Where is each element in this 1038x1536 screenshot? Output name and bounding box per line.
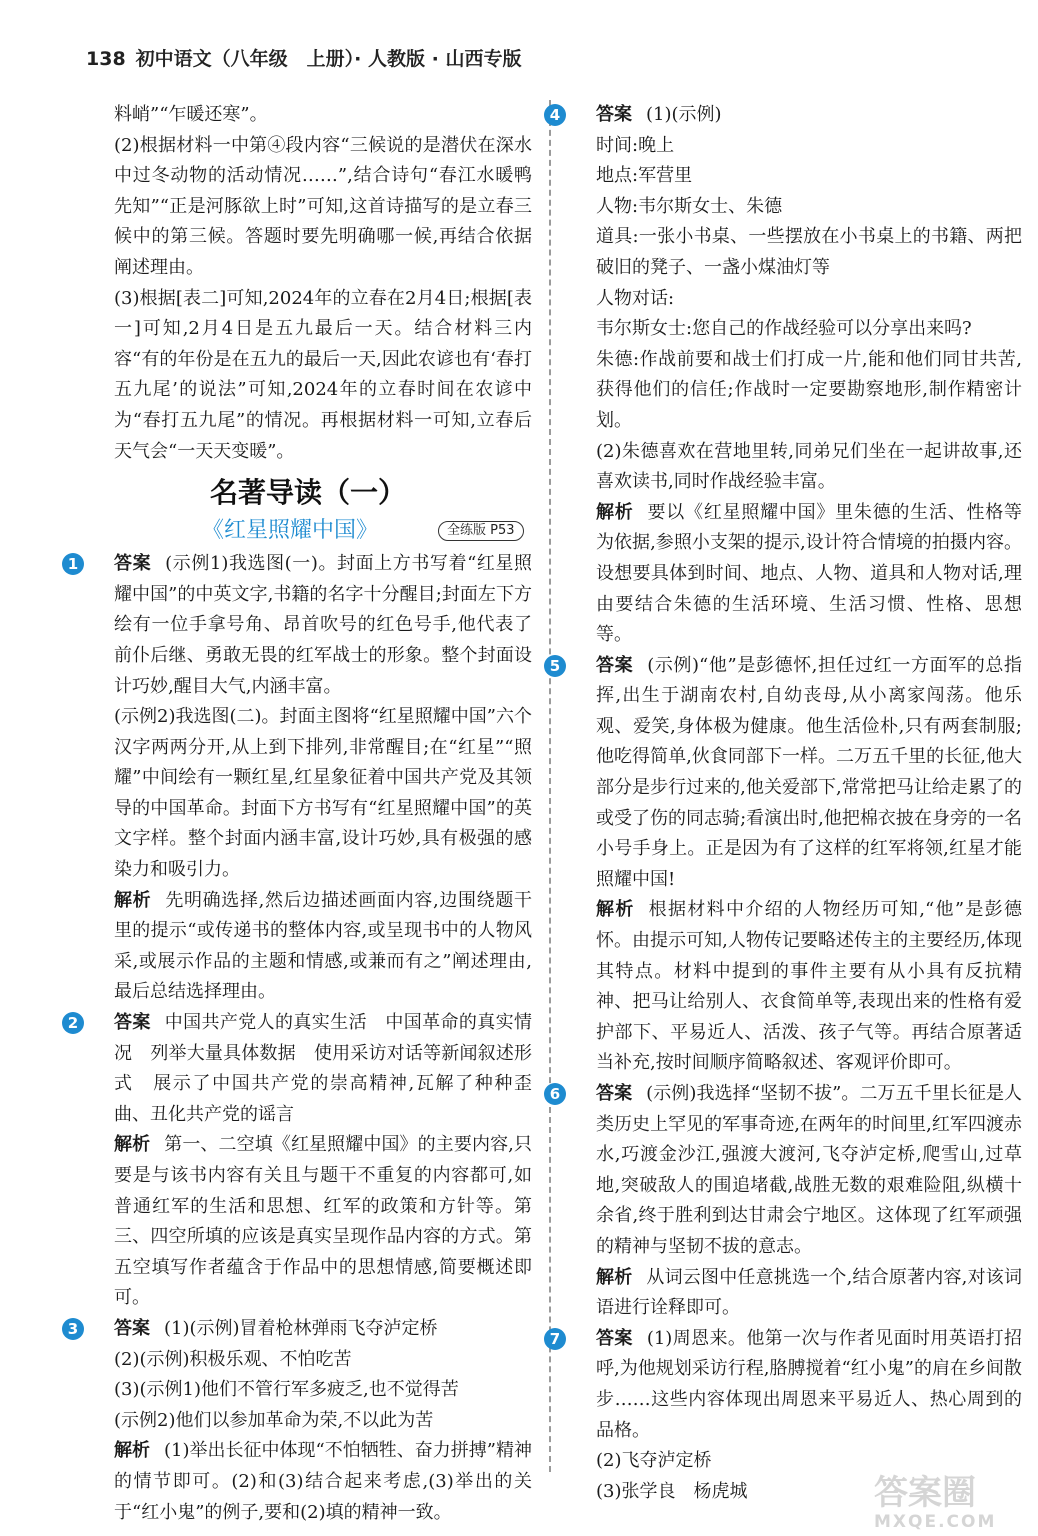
question-2-answer bbox=[67, 1008, 533, 1130]
answer-line: 地点:军营里 bbox=[596, 165, 693, 187]
answer-text: (1)周恩来。他第一次与作者见面时用英语打招呼,为他规划采访行程,胳膊搅着“红小鬼”的肩在乡间散步……这些内容体现出周恩来平易近人、热心周到的品格。 bbox=[596, 1327, 1022, 1441]
question-number-badge: 2 bbox=[62, 1012, 84, 1034]
question-1-answer bbox=[67, 549, 532, 702]
analysis-text: 要以《红星照耀中国》里朱德的生活、性格等为依据,参照小支架的提示,设计符合情境的拍摄内容。设想要具体到时间、地点、人物、道具和人物对话,理由要结合朱德的生活环境、生活习惯、性格、思想等。 bbox=[596, 501, 1023, 646]
answer-text: (示例1)我选图(一)。封面上方书写着“红星照耀中国”的中英文字,书籍的名字十分醒目;封面左下方绘有一位手拿号角、昂首吹号的红色号手,他代表了前仆后继、勇敢无畏的红军战士的形象。整个封面设计巧妙,醒目大气,内涵丰富。 bbox=[114, 553, 532, 697]
answer-text-example-2: (示例2)我选图(二)。封面主图将“红星照耀中国”六个汉字两两分开,从上到下排列,非常醒目;在“红星”“照耀”中间绘有一颗红星,红星象征着中国共产党及其领导的中国革命。封面下方书写有“红星照耀中国”的英文字样。整个封面内涵丰富,设计巧妙,具有极强的感染力和吸引力。 bbox=[114, 706, 532, 881]
answer-text: (示例)我选择“坚韧不拔”。二万五千里长征是人类历史上罕见的军事奇迹,在两年的时间里,红军四渡赤水,巧渡金沙江,强渡大渡河,飞夺泸定桥,爬雪山,过草地,突破敌人的围追堵截,战胜无数的艰难险阻,纵横十余省,终于胜利到达甘肃会宁地区。这体现了红军顽强的精神与坚韧不拔的意志。 bbox=[596, 1083, 1023, 1257]
analysis-text: 根据材料中介绍的人物经历可知,“他”是彭德怀。由提示可知,人物传记要略述传主的主要经历,体现其特点。材料中提到的事件主要有从小具有反抗精神、把马让给别人、衣食简单等,表现出来的性格有爱护部下、平易近人、活泼、孩子气等。再结合原著适当补充,按时间顺序简略叙述、客观评价即可。 bbox=[596, 899, 1023, 1074]
right-column bbox=[549, 100, 1023, 1507]
analysis-text: 先明确选择,然后边描述画面内容,边围绕题干里的提示“或传递书的整体内容,或呈现书中的人物风采,或展示作品的主题和情感,或兼而有之”阐述理由,最后总结选择理由。 bbox=[114, 889, 532, 1003]
section-title: 名著导读（一） bbox=[209, 476, 406, 510]
question-3-answer bbox=[67, 1314, 532, 1345]
answer-label: 答案 bbox=[596, 1083, 633, 1104]
question-5-answer bbox=[549, 651, 1022, 896]
page-header bbox=[86, 44, 521, 71]
answer-label: 答案 bbox=[596, 654, 634, 676]
answer-label: 答案 bbox=[114, 553, 152, 575]
question-4-analysis bbox=[566, 498, 1022, 651]
question-number-badge: 4 bbox=[544, 104, 566, 126]
analysis-label: 解析 bbox=[114, 1134, 151, 1156]
book-title: 《红星照耀中国》 bbox=[202, 518, 379, 544]
question-number-badge: 7 bbox=[544, 1328, 566, 1350]
answer-text: (1)(示例) bbox=[646, 104, 722, 125]
analysis-text: 从词云图中任意挑选一个,结合原著内容,对该词语进行诠释即可。 bbox=[596, 1266, 1022, 1319]
answer-line: (3)(示例1)他们不管行军多疲乏,也不觉得苦 bbox=[114, 1379, 459, 1401]
question-1-analysis bbox=[84, 886, 532, 1008]
question-number-badge: 1 bbox=[62, 553, 84, 575]
book-heading bbox=[84, 515, 532, 549]
answer-label: 答案 bbox=[596, 104, 632, 125]
left-column bbox=[67, 100, 533, 1528]
watermark-logo bbox=[874, 1474, 1026, 1532]
answer-line: (示例2)他们以参加革命为荣,不以此为苦 bbox=[114, 1409, 434, 1431]
question-number-badge: 5 bbox=[544, 655, 566, 677]
answer-line: 韦尔斯女士:您自己的作战经验可以分享出来吗? bbox=[596, 318, 972, 340]
page-number: 138 bbox=[86, 48, 126, 70]
answer-text: (1)(示例)冒着枪林弹雨飞夺泸定桥 bbox=[164, 1317, 438, 1339]
analysis-text: (1)举出长征中体现“不怕牺牲、奋力拼搏”精神的情节即可。(2)和(3)结合起来考虑,(3)举出的关于“红小鬼”的例子,要和(2)填的精神一致。 bbox=[114, 1440, 533, 1523]
analysis-label: 解析 bbox=[596, 899, 635, 921]
answer-line: (2)(示例)积极乐观、不怕吃苦 bbox=[114, 1348, 352, 1370]
question-6-answer bbox=[549, 1079, 1023, 1263]
intro-paragraph: (3)根据[表二]可知,2024年的立春在2月4日;根据[表一]可知,2月4日是五九最后一天。结合材料三内容“有的年份是在五九的最后一天,因此农谚也有‘春打五九尾’的说法”可知,2024年的立春时间在农谚中为“春打五九尾”的情况。再根据材料一可知,立春后天气会“一天天变暖”。 bbox=[114, 287, 532, 462]
answer-line: (2)飞夺泸定桥 bbox=[596, 1450, 712, 1472]
intro-paragraph: (2)根据材料一中第④段内容“三候说的是潜伏在深水中过冬动物的活动情况……”,结合诗句“春江水暖鸭先知”“正是河豚欲上时”可知,这首诗描写的是立春三候中的第三候。答题时要先明确哪一候,再结合依据阐述理由。 bbox=[114, 134, 532, 278]
question-5-analysis bbox=[566, 895, 1022, 1079]
question-number-badge: 6 bbox=[544, 1083, 566, 1105]
answer-line: 时间:晚上 bbox=[596, 134, 675, 156]
question-2-analysis bbox=[84, 1130, 532, 1314]
question-7-answer bbox=[549, 1324, 1022, 1446]
answer-line: (3)张学良 杨虎城 bbox=[596, 1480, 748, 1502]
analysis-label: 解析 bbox=[114, 1440, 151, 1462]
answer-line: 人物对话: bbox=[596, 287, 675, 309]
page-running-title: 初中语文（八年级 上册）· 人教版 · 山西专版 bbox=[135, 48, 522, 70]
answer-label: 答案 bbox=[114, 1317, 150, 1339]
answer-text: 中国共产党人的真实生活 中国革命的真实情况 列举大量具体数据 使用采访对话等新闻叙述形式 展示了中国共产党的崇高精神,瓦解了种种歪曲、丑化共产党的谣言 bbox=[114, 1012, 533, 1125]
reference-badge: 全练版 P53 bbox=[438, 521, 524, 541]
answer-label: 答案 bbox=[114, 1012, 151, 1034]
analysis-label: 解析 bbox=[114, 889, 152, 911]
answer-text: (示例)“他”是彭德怀,担任过红一方面军的总指挥,出生于湖南农村,自幼丧母,从小离家闯荡。他乐观、爱笑,身体极为健康。他生活俭朴,只有两套制服;他吃得简单,伙食同部下一样。二万五千里的长征,他大部分是步行过来的,他关爱部下,常常把马让给走累了的或受了伤的同志骑;看演出时,他把棉衣披在身旁的一名小号手身上。正是因为有了这样的红军将领,红星才能照耀中国! bbox=[596, 654, 1022, 890]
answer-line: 朱德:作战前要和战士们打成一片,能和他们同甘共苦,获得他们的信任;作战时一定要勘察地形,制作精密计划。 bbox=[596, 348, 1022, 431]
analysis-label: 解析 bbox=[596, 1266, 633, 1288]
answer-label: 答案 bbox=[596, 1327, 633, 1349]
column-divider bbox=[549, 100, 551, 1472]
question-number-badge: 3 bbox=[62, 1318, 84, 1340]
question-3-analysis bbox=[84, 1436, 532, 1528]
answer-line: 人物:韦尔斯女士、朱德 bbox=[596, 195, 783, 217]
answer-line: 道具:一张小书桌、一些摆放在小书桌上的书籍、两把破旧的凳子、一盏小煤油灯等 bbox=[596, 226, 1022, 278]
answer-line: (2)朱德喜欢在营地里转,同弟兄们坐在一起讲故事,还喜欢读书,同时作战经验丰富。 bbox=[596, 440, 1022, 493]
watermark-url: MXQE.COM bbox=[874, 1512, 997, 1532]
question-6-analysis bbox=[566, 1263, 1022, 1324]
watermark-text: 答案圈 bbox=[874, 1473, 976, 1513]
intro-paragraph: 料峭”“乍暖还寒”。 bbox=[114, 104, 268, 125]
analysis-text: 第一、二空填《红星照耀中国》的主要内容,只要是与该书内容有关且与题干不重复的内容都可,如普通红军的生活和思想、红军的政策和方针等。第三、四空所填的应该是真实呈现作品内容的方式。第五空填写作者蕴含于作品中的思想情感,简要概述即可。 bbox=[114, 1134, 532, 1309]
question-4-answer bbox=[549, 100, 1022, 131]
analysis-label: 解析 bbox=[596, 501, 634, 523]
